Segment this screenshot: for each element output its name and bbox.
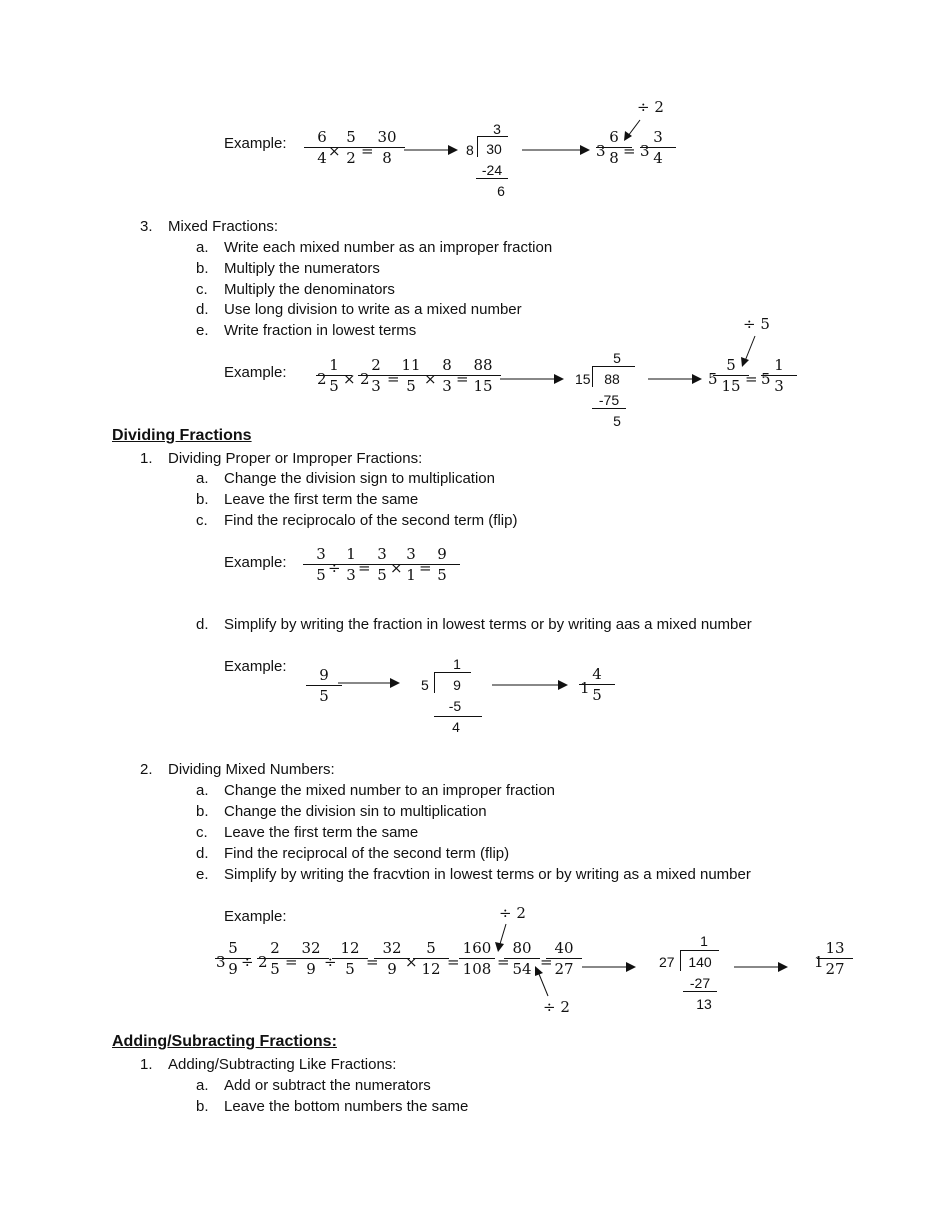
fraction: 1 3 <box>759 356 799 395</box>
section-title: Dividing Mixed Numbers: <box>168 761 335 778</box>
arrow-right-icon <box>500 373 566 385</box>
list-letter: b. <box>196 1098 209 1115</box>
list-letter: b. <box>196 803 209 820</box>
list-letter: c. <box>196 281 208 298</box>
whole-number: 1 <box>814 953 824 971</box>
arrow-up-left-icon <box>532 962 552 998</box>
example-label: Example: <box>224 658 287 675</box>
divide-annotation: ÷ 2 <box>499 904 526 922</box>
equals-sign: = <box>366 953 379 971</box>
fraction: 3 5 <box>362 545 402 584</box>
section-title: Mixed Fractions: <box>168 218 279 235</box>
division-quotient: 3 <box>493 121 501 137</box>
section-heading: Dividing Fractions <box>112 427 252 444</box>
fraction: 1 3 <box>331 545 371 584</box>
list-item: Use long division to write as a mixed number <box>224 301 522 318</box>
list-item: Change the division sin to multiplication <box>224 803 487 820</box>
fraction: 80 54 <box>502 939 542 978</box>
list-item: Simplify by writing the fraction in lowest terms or by writing aas a mixed number <box>224 616 752 633</box>
division-subtrahend: -24 <box>481 162 503 178</box>
whole-number: 5 <box>708 370 718 388</box>
fraction: 1 5 <box>314 356 354 395</box>
arrow-right-icon <box>338 677 402 689</box>
example-label: Example: <box>224 908 287 925</box>
whole-number: 2 <box>360 370 370 388</box>
list-letter: d. <box>196 301 209 318</box>
fraction: 11 5 <box>391 356 431 395</box>
example-label: Example: <box>224 135 287 152</box>
divide-sign: ÷ <box>324 953 337 971</box>
fraction: 4 5 <box>577 665 617 704</box>
section-title: Adding/Subtracting Like Fractions: <box>168 1056 397 1073</box>
fraction: 3 5 <box>301 545 341 584</box>
list-item: Multiply the denominators <box>224 281 395 298</box>
fraction: 2 5 <box>255 939 295 978</box>
whole-number: 3 <box>640 142 650 160</box>
whole-number: 2 <box>258 953 268 971</box>
division-divisor: 15 <box>575 371 591 387</box>
list-item: Multiply the numerators <box>224 260 380 277</box>
equals-sign: = <box>497 953 510 971</box>
list-letter: a. <box>196 239 209 256</box>
list-item: Change the mixed number to an improper fraction <box>224 782 556 799</box>
division-divisor: 27 <box>659 954 675 970</box>
fraction: 40 27 <box>544 939 584 978</box>
list-number: 1. <box>140 450 153 467</box>
arrow-right-icon <box>734 961 790 973</box>
division-dividend: 140 <box>688 954 712 970</box>
fraction: 5 2 <box>331 128 371 167</box>
list-item: Simplify by writing the fracvtion in lowest terms or by writing as a mixed number <box>224 866 751 883</box>
divide-annotation: ÷ 2 <box>543 998 570 1016</box>
list-item: Leave the first term the same <box>224 491 419 508</box>
whole-number: 2 <box>317 370 327 388</box>
fraction: 2 3 <box>356 356 396 395</box>
division-quotient: 1 <box>453 656 461 672</box>
division-quotient: 1 <box>700 933 708 949</box>
fraction: 3 4 <box>638 128 678 167</box>
equals-sign: = <box>623 142 636 160</box>
times-sign: × <box>328 142 341 160</box>
fraction: 9 5 <box>304 666 344 705</box>
whole-number: 1 <box>580 679 590 697</box>
list-letter: b. <box>196 491 209 508</box>
section-title: Dividing Proper or Improper Fractions: <box>168 450 423 467</box>
arrow-right-icon <box>492 679 570 691</box>
division-remainder: 4 <box>452 719 460 735</box>
list-number: 1. <box>140 1056 153 1073</box>
division-subtrahend: -75 <box>598 392 620 408</box>
list-letter: c. <box>196 512 208 529</box>
division-divisor: 8 <box>466 142 474 158</box>
fraction: 30 8 <box>367 128 407 167</box>
fraction: 5 15 <box>711 356 751 395</box>
section-heading: Adding/Subracting Fractions: <box>112 1033 337 1050</box>
arrow-right-icon <box>404 144 460 156</box>
fraction: 3 1 <box>391 545 431 584</box>
division-rule <box>434 716 482 717</box>
list-item: Find the reciprocalo of the second term (flip) <box>224 512 518 529</box>
fraction: 88 15 <box>463 356 503 395</box>
division-subtrahend: -27 <box>689 975 711 991</box>
divide-sign: ÷ <box>328 559 341 577</box>
equals-sign: = <box>447 953 460 971</box>
division-remainder: 6 <box>497 183 505 199</box>
fraction: 12 5 <box>330 939 370 978</box>
list-item: Write each mixed number as an improper fraction <box>224 239 553 256</box>
division-divisor: 5 <box>421 677 429 693</box>
division-dividend: 9 <box>453 677 461 693</box>
fraction: 32 9 <box>372 939 412 978</box>
times-sign: × <box>405 953 418 971</box>
fraction: 32 9 <box>291 939 331 978</box>
list-item: Leave the bottom numbers the same <box>224 1098 469 1115</box>
example-label: Example: <box>224 554 287 571</box>
arrow-down-left-icon <box>737 334 761 370</box>
arrow-down-icon <box>494 922 512 954</box>
division-remainder: 13 <box>696 996 712 1012</box>
fraction: 13 27 <box>815 939 855 978</box>
list-item: Add or subtract the numerators <box>224 1077 431 1094</box>
list-number: 3. <box>140 218 153 235</box>
arrow-right-icon <box>648 373 704 385</box>
whole-number: 3 <box>596 142 606 160</box>
fraction: 5 9 <box>213 939 253 978</box>
list-item: Change the division sign to multiplication <box>224 470 495 487</box>
division-remainder: 5 <box>613 413 621 429</box>
division-rule <box>476 178 508 179</box>
equals-sign: = <box>387 370 400 388</box>
list-letter: a. <box>196 1077 209 1094</box>
division-rule <box>683 991 717 992</box>
equals-sign: = <box>456 370 469 388</box>
divide-annotation: ÷ 2 <box>637 98 664 116</box>
fraction: 8 3 <box>427 356 467 395</box>
times-sign: × <box>424 370 437 388</box>
division-dividend: 88 <box>604 371 620 387</box>
whole-number: 3 <box>216 953 226 971</box>
fraction: 160 108 <box>457 939 497 978</box>
list-letter: a. <box>196 470 209 487</box>
list-letter: e. <box>196 322 209 339</box>
example-label: Example: <box>224 364 287 381</box>
fraction: 6 8 <box>594 128 634 167</box>
arrow-right-icon <box>522 144 592 156</box>
divide-sign: ÷ <box>241 953 254 971</box>
division-quotient: 5 <box>613 350 621 366</box>
divide-annotation: ÷ 5 <box>743 315 770 333</box>
division-rule <box>592 408 626 409</box>
equals-sign: = <box>358 559 371 577</box>
list-letter: e. <box>196 866 209 883</box>
division-dividend: 30 <box>486 141 502 157</box>
list-letter: d. <box>196 845 209 862</box>
list-letter: a. <box>196 782 209 799</box>
division-subtrahend: -5 <box>448 698 462 714</box>
list-number: 2. <box>140 761 153 778</box>
times-sign: × <box>343 370 356 388</box>
list-item: Find the reciprocal of the second term (flip) <box>224 845 510 862</box>
equals-sign: = <box>285 953 298 971</box>
arrow-right-icon <box>582 961 638 973</box>
arrow-down-left-icon <box>620 118 644 144</box>
equals-sign: = <box>540 953 553 971</box>
list-letter: d. <box>196 616 209 633</box>
fraction: 6 4 <box>302 128 342 167</box>
times-sign: × <box>390 559 403 577</box>
fraction: 9 5 <box>422 545 462 584</box>
equals-sign: = <box>361 142 374 160</box>
list-item: Leave the first term the same <box>224 824 419 841</box>
list-letter: c. <box>196 824 208 841</box>
list-letter: b. <box>196 260 209 277</box>
list-item: Write fraction in lowest terms <box>224 322 417 339</box>
equals-sign: = <box>419 559 432 577</box>
whole-number: 5 <box>761 370 771 388</box>
fraction: 5 12 <box>411 939 451 978</box>
equals-sign: = <box>745 370 758 388</box>
